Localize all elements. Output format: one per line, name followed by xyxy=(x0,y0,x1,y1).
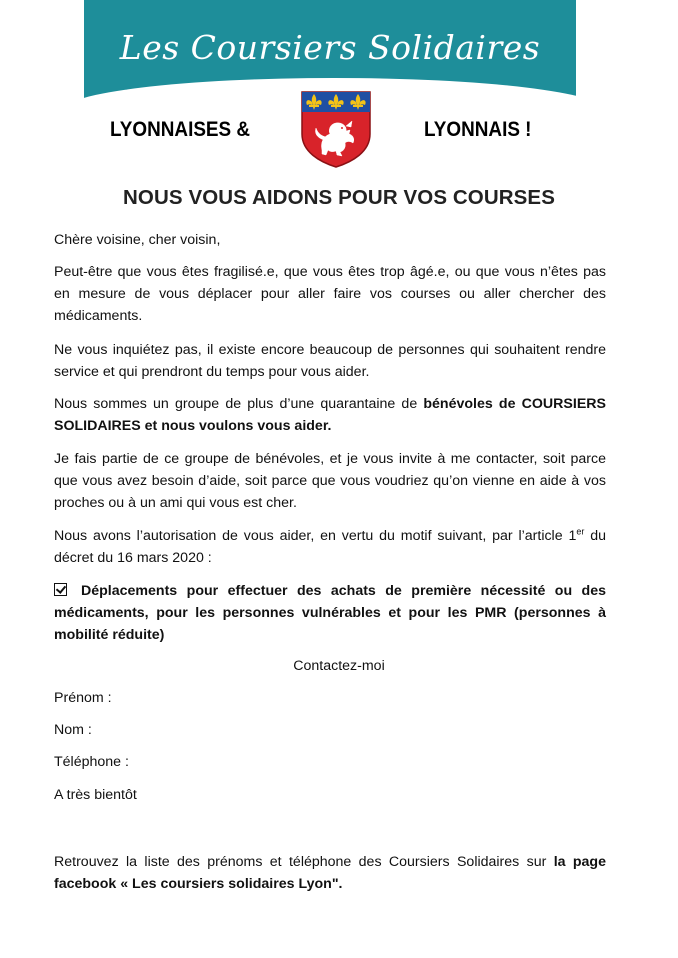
paragraph-5-sup: er xyxy=(576,526,585,537)
checked-item xyxy=(54,580,606,646)
header-right-word: LYONNAIS ! xyxy=(424,118,532,141)
signoff: A très bientôt xyxy=(54,787,137,803)
lyon-coat-of-arms-icon xyxy=(300,90,372,168)
checkbox-checked-icon xyxy=(54,583,67,596)
page-title: NOUS VOUS AIDONS POUR VOS COURSES xyxy=(123,186,555,209)
greeting: Chère voisine, cher voisin, xyxy=(54,232,221,248)
paragraph-3-text: Nous sommes un groupe de plus d’une quarantaine de xyxy=(54,396,424,412)
firstname-label: Prénom : xyxy=(54,690,112,706)
phone-label: Téléphone : xyxy=(54,754,129,770)
paragraph-5 xyxy=(54,525,606,569)
paragraph-1: Peut-être que vous êtes fragilisé.e, que vous êtes trop âgé.e, ou que vous n’êtes pas en mesure de vous déplacer pour aller faire vos courses ou aller chercher des médicaments. xyxy=(54,264,606,324)
facebook-page-link: la page facebook « Les coursiers solidaires Lyon". xyxy=(54,854,606,892)
paragraph-4: Je fais partie de ce groupe de bénévoles, et je vous invite à me contacter, soit parce que vous avez besoin d’aide, soit parce que vous voudriez qu’on vienne en aide à vos proches ou à un ami qui vous est cher. xyxy=(54,451,606,511)
name-label: Nom : xyxy=(54,722,92,738)
header-banner xyxy=(84,0,576,104)
paragraph-3 xyxy=(54,393,606,437)
footer-text-start: Retrouvez la liste des prénoms et téléphone des Coursiers Solidaires sur xyxy=(54,854,554,870)
checked-item-text: Déplacements pour effectuer des achats de première nécessité ou des médicaments, pour les personnes vulnérables et pour les PMR (personnes à mobilité réduite) xyxy=(54,583,606,643)
brand-title: Les Coursiers Solidaires xyxy=(119,28,541,67)
paragraph-3-bold: bénévoles de COURSIERS SOLIDAIRES et nous voulons vous aider. xyxy=(54,396,606,434)
paragraph-5-end: du décret du 16 mars 2020 : xyxy=(54,528,606,566)
footer-text xyxy=(54,851,606,895)
paragraph-5-text: Nous avons l’autorisation de vous aider, en vertu du motif suivant, par l’article 1 xyxy=(54,528,577,544)
header-left-word: LYONNAISES & xyxy=(110,118,251,141)
paragraph-2: Ne vous inquiétez pas, il existe encore beaucoup de personnes qui souhaitent rendre service et qui prendront du temps pour vous aider. xyxy=(54,342,606,380)
contact-title: Contactez-moi xyxy=(293,658,385,674)
